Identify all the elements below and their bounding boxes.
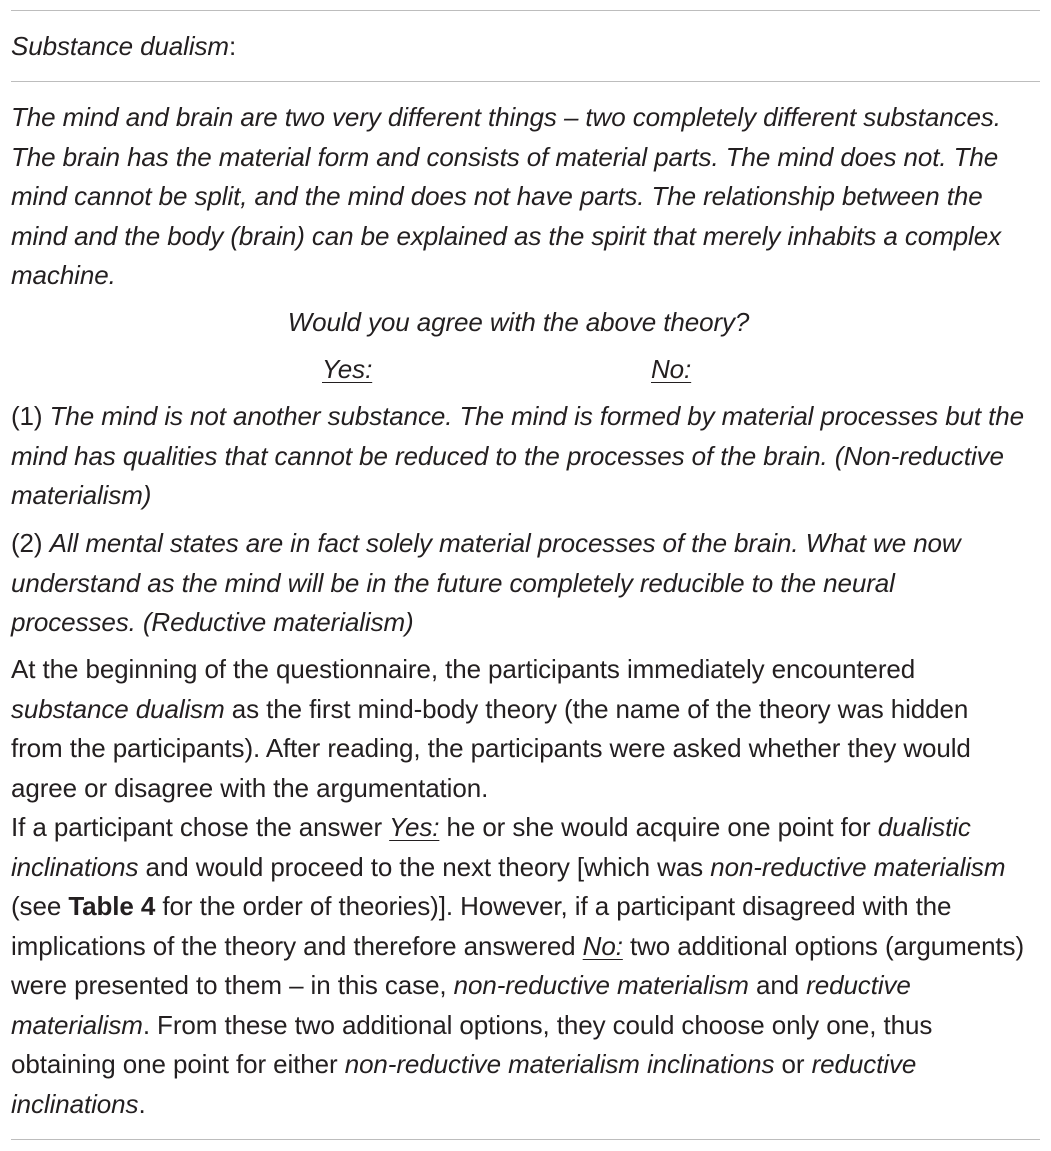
table-4-reference[interactable]: Table 4 (68, 891, 156, 921)
inline-answer-no: No: (582, 930, 623, 961)
text-run: . (138, 1088, 146, 1119)
dualism-description: The mind and brain are two very different things – two completely different substances. The brain has the material form and consists of material parts. The mind does not. The mind cannot be split, and the mind does not have parts. The relationship between the mind and the body (brain) can be explained as the spirit that merely inhabits a complex machine. (11, 102, 1001, 290)
term-dualistic-inclinations: dualistic inclinations (11, 812, 971, 882)
inline-answer-yes: Yes: (389, 812, 440, 842)
text-run: and (748, 970, 807, 1000)
option-number: (1) (11, 401, 43, 431)
agreement-question: Would you agree with the above theory? (287, 307, 750, 337)
theory-title: Substance dualism (11, 31, 229, 61)
text-run: or (774, 1049, 812, 1079)
option-item (11, 524, 1026, 643)
header-rule (11, 81, 1040, 82)
term-non-reductive-materialism: non-reductive materialism (453, 970, 749, 1000)
text-run: he or she would acquire one point for (439, 812, 878, 842)
option-text: The mind is not another substance. The mind is formed by material processes but the mind has qualities that cannot be reduced to the processes of the brain. (Non-reductive materialism) (11, 401, 1025, 510)
body-paragraph (11, 650, 1026, 1124)
term-reductive-inclinations: reductive inclinations (11, 1049, 917, 1119)
text-run: (see (11, 891, 69, 921)
term-substance-dualism: substance dualism (11, 693, 225, 724)
top-rule (11, 10, 1040, 11)
bottom-rule (11, 1139, 1040, 1140)
term-reductive-materialism: reductive materialism (11, 970, 911, 1040)
term-non-reductive-inclinations: non-reductive materialism inclinations (344, 1049, 775, 1079)
text-run: If a participant chose the answer (11, 812, 390, 842)
text-run: two additional options (arguments) were presented to them – in this case, (11, 930, 1025, 1000)
option-item (11, 397, 1026, 516)
text-run: and would proceed to the next theory [which was (138, 851, 711, 882)
option-number: (2) (11, 528, 43, 558)
text-run: At the beginning of the questionnaire, the participants immediately encountered (11, 654, 916, 684)
text-run: for the order of theories)]. However, if a participant disagreed with the implications of the theory and therefore answered (11, 891, 952, 961)
table-header (11, 27, 1026, 67)
theory-title-colon: : (228, 31, 237, 61)
text-run: . From these two additional options, they could choose only one, thus obtaining one point for either (11, 1009, 933, 1079)
term-non-reductive-materialism: non-reductive materialism (710, 851, 1006, 882)
option-text: All mental states are in fact solely material processes of the brain. What we now understand as the mind will be in the future completely reducible to the neural processes. (Reductive materialism) (11, 528, 961, 637)
text-run: as the first mind-body theory (the name of the theory was hidden from the participants). After reading, the participants were asked whether they would agree or disagree with the argumentation. (11, 693, 971, 803)
answer-no: No: (651, 354, 692, 384)
answer-yes: Yes: (322, 354, 373, 384)
